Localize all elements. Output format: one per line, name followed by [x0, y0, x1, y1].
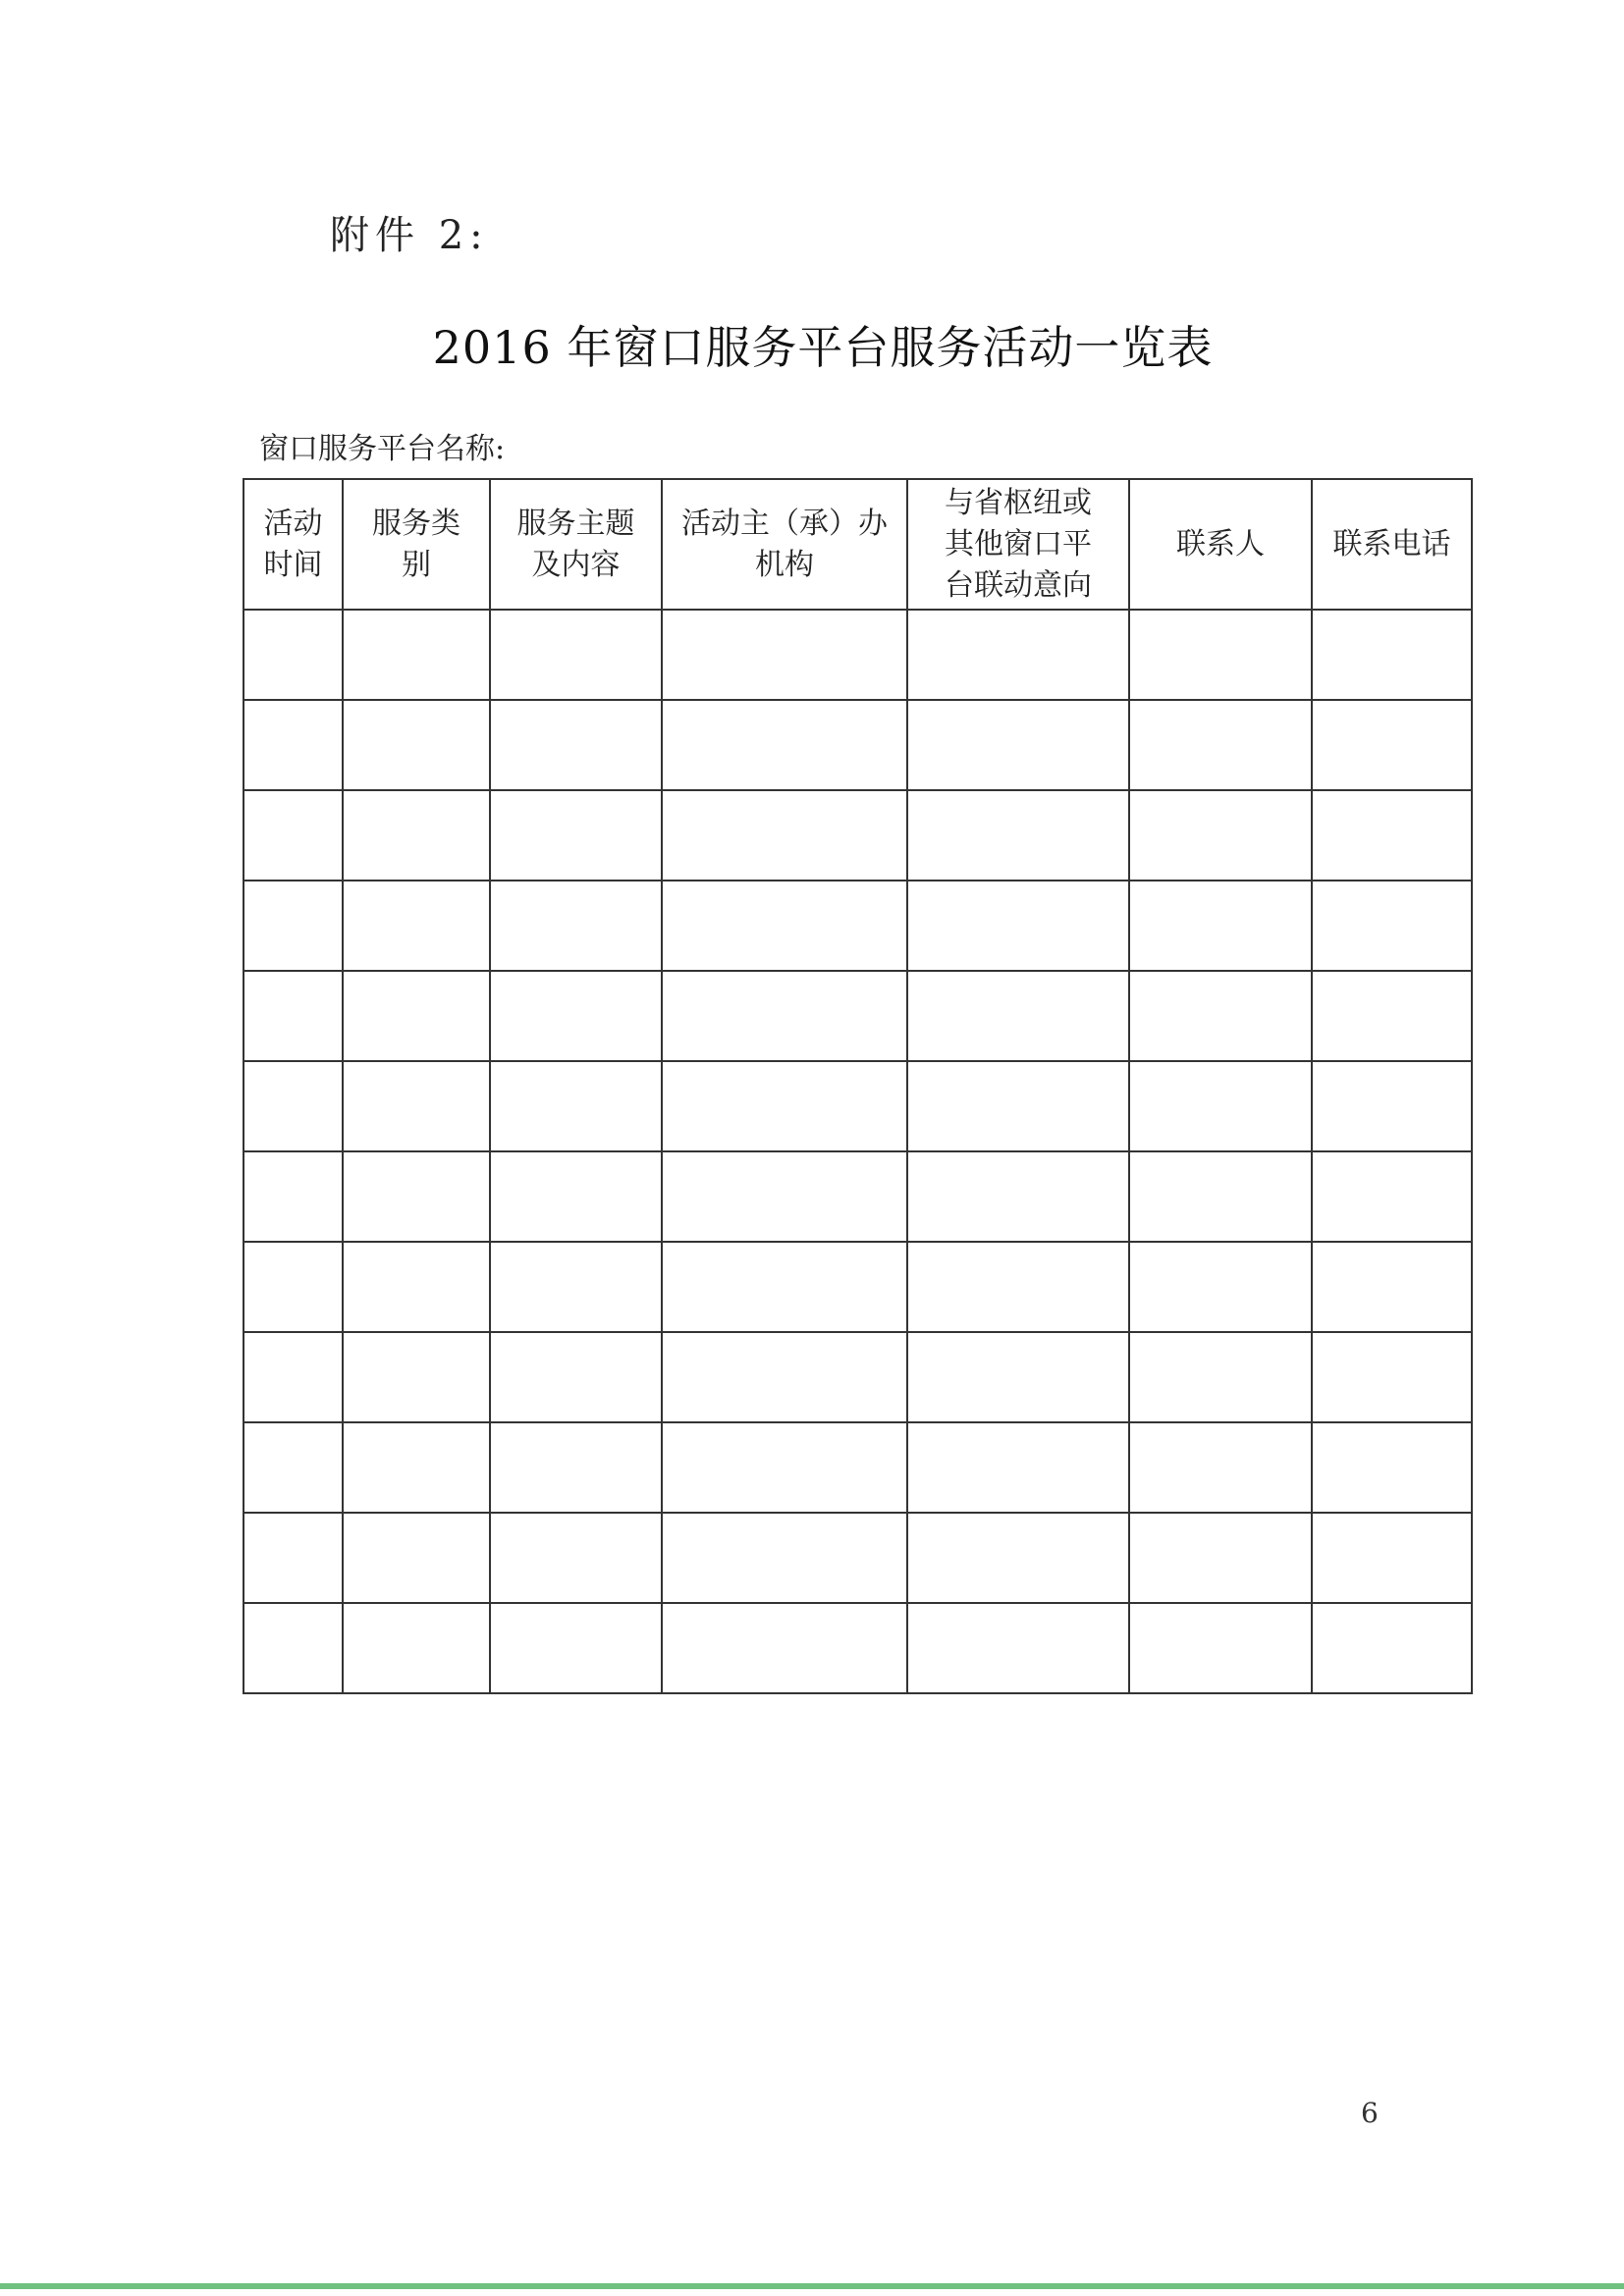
table-cell: [1129, 790, 1312, 881]
table-cell: [662, 1332, 907, 1422]
table-cell: [244, 971, 343, 1061]
table-cell: [244, 1422, 343, 1513]
table-cell: [343, 610, 490, 700]
header-service-category: 服务类 别: [343, 479, 490, 610]
table-cell: [662, 610, 907, 700]
table-cell: [244, 1332, 343, 1422]
table-cell: [1312, 1332, 1472, 1422]
table-cell: [490, 1332, 662, 1422]
table-row: [244, 790, 1472, 881]
table-row: [244, 1151, 1472, 1242]
table-cell: [662, 790, 907, 881]
table-cell: [490, 1422, 662, 1513]
table-cell: [244, 1603, 343, 1693]
header-organizer: 活动主（承）办 机构: [662, 479, 907, 610]
table-row: [244, 1332, 1472, 1422]
table-row: [244, 881, 1472, 971]
table-cell: [907, 1061, 1129, 1151]
table-row: [244, 971, 1472, 1061]
page-number: 6: [1361, 2097, 1379, 2129]
table-cell: [1312, 1242, 1472, 1332]
table-cell: [907, 1603, 1129, 1693]
table-cell: [1312, 1422, 1472, 1513]
table-row: [244, 1242, 1472, 1332]
table-cell: [244, 1513, 343, 1603]
table-row: [244, 1061, 1472, 1151]
table-cell: [343, 1061, 490, 1151]
attachment-label: 附件 2:: [330, 213, 489, 258]
table-cell: [1312, 971, 1472, 1061]
table-cell: [1312, 881, 1472, 971]
table-cell: [244, 700, 343, 790]
table-cell: [490, 1603, 662, 1693]
table-cell: [244, 1061, 343, 1151]
table-cell: [1129, 881, 1312, 971]
table-cell: [490, 700, 662, 790]
table-cell: [1129, 971, 1312, 1061]
table-header-row: [244, 479, 1472, 610]
table-cell: [343, 1422, 490, 1513]
table-cell: [490, 881, 662, 971]
table-cell: [244, 1242, 343, 1332]
table-cell: [1312, 1603, 1472, 1693]
table-cell: [244, 610, 343, 700]
table-cell: [343, 881, 490, 971]
table-cell: [343, 1513, 490, 1603]
table-cell: [662, 1242, 907, 1332]
header-linkage-intent: 与省枢纽或 其他窗口平 台联动意向: [907, 479, 1129, 610]
table-row: [244, 1513, 1472, 1603]
table-cell: [662, 881, 907, 971]
table-cell: [490, 971, 662, 1061]
table-cell: [662, 1422, 907, 1513]
header-activity-time: 活动 时间: [244, 479, 343, 610]
table-cell: [490, 1151, 662, 1242]
table-cell: [490, 610, 662, 700]
table-cell: [343, 700, 490, 790]
header-contact-person: 联系人: [1129, 479, 1312, 610]
table-cell: [1312, 1151, 1472, 1242]
table-cell: [1129, 1061, 1312, 1151]
table-cell: [343, 790, 490, 881]
table-cell: [343, 1242, 490, 1332]
table-body: [244, 610, 1472, 1693]
table-cell: [343, 1332, 490, 1422]
table-cell: [1129, 700, 1312, 790]
table-cell: [1129, 610, 1312, 700]
table-cell: [244, 790, 343, 881]
table-cell: [1129, 1513, 1312, 1603]
table-row: [244, 1603, 1472, 1693]
table-cell: [907, 610, 1129, 700]
table-cell: [343, 1603, 490, 1693]
table-cell: [662, 1151, 907, 1242]
table-cell: [1312, 1513, 1472, 1603]
table-cell: [907, 971, 1129, 1061]
table-row: [244, 610, 1472, 700]
table-cell: [1312, 790, 1472, 881]
table-cell: [907, 881, 1129, 971]
header-contact-phone: 联系电话: [1312, 479, 1472, 610]
document-title: 2016 年窗口服务平台服务活动一览表: [432, 321, 1214, 374]
table-cell: [662, 971, 907, 1061]
table-cell: [343, 1151, 490, 1242]
table-cell: [343, 971, 490, 1061]
table-cell: [662, 1603, 907, 1693]
table-cell: [1129, 1603, 1312, 1693]
table-cell: [662, 700, 907, 790]
table-cell: [490, 1513, 662, 1603]
activity-table: [243, 478, 1473, 1694]
table-cell: [662, 1513, 907, 1603]
table-cell: [490, 1242, 662, 1332]
table-cell: [490, 1061, 662, 1151]
table-cell: [1312, 1061, 1472, 1151]
table-cell: [907, 1513, 1129, 1603]
header-service-topic: 服务主题 及内容: [490, 479, 662, 610]
table-cell: [907, 700, 1129, 790]
table-cell: [1129, 1422, 1312, 1513]
table-cell: [1129, 1332, 1312, 1422]
table-cell: [907, 1151, 1129, 1242]
table-cell: [1312, 700, 1472, 790]
table-row: [244, 1422, 1472, 1513]
table-cell: [907, 1332, 1129, 1422]
table-cell: [244, 1151, 343, 1242]
scan-edge-strip: [0, 2283, 1624, 2289]
table-cell: [1129, 1151, 1312, 1242]
table-cell: [1312, 610, 1472, 700]
table-cell: [662, 1061, 907, 1151]
table-cell: [244, 881, 343, 971]
table-cell: [907, 1422, 1129, 1513]
platform-name-label: 窗口服务平台名称:: [259, 432, 506, 466]
table-cell: [907, 790, 1129, 881]
table-cell: [907, 1242, 1129, 1332]
table-cell: [1129, 1242, 1312, 1332]
table-row: [244, 700, 1472, 790]
table-cell: [490, 790, 662, 881]
